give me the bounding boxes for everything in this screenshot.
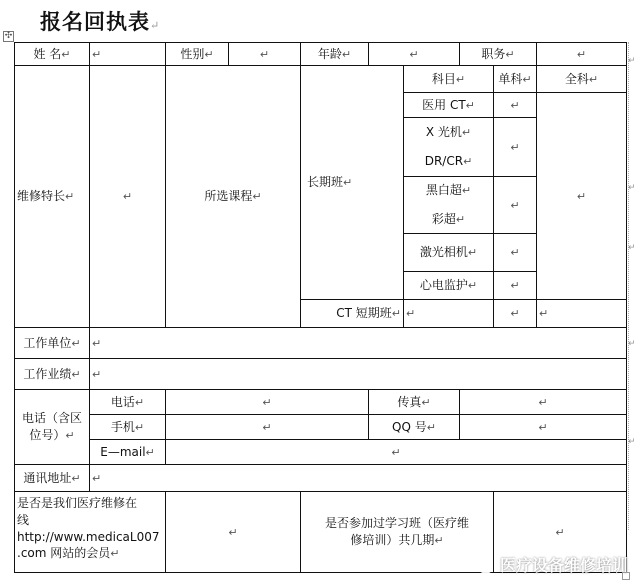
courses-label: 所选课程↵ bbox=[166, 66, 301, 328]
position-input[interactable]: ↵ bbox=[537, 43, 627, 66]
course-ecg-monitor: 心电监护↵ bbox=[404, 272, 494, 300]
address-label: 通讯地址↵ bbox=[15, 465, 90, 492]
course-ct-single[interactable]: ↵ bbox=[494, 93, 537, 118]
email-input[interactable]: ↵ bbox=[166, 440, 627, 465]
training-question: 是否参加过学习班（医疗维 修培训）共几期↵ bbox=[301, 492, 494, 573]
gender-input[interactable]: ↵ bbox=[229, 43, 301, 66]
row-end-mark: ↵ bbox=[628, 56, 636, 66]
row-end-mark: ↵ bbox=[628, 339, 636, 349]
long-class-all-subjects[interactable]: ↵ bbox=[537, 93, 627, 300]
address-input[interactable]: ↵ bbox=[90, 465, 627, 492]
form-title: 报名回执表↵ bbox=[40, 9, 161, 34]
ct-short-class-label: CT 短期班↵ bbox=[301, 300, 404, 328]
course-ultrasound-single[interactable]: ↵ bbox=[494, 177, 537, 234]
fax-label: 传真↵ bbox=[369, 390, 460, 415]
mobile-label: 手机↵ bbox=[90, 415, 166, 440]
table-resize-handle[interactable] bbox=[622, 572, 630, 580]
all-subjects-header: 全科↵ bbox=[537, 66, 627, 93]
gender-label: 性别↵ bbox=[166, 43, 229, 66]
right-boundary-line bbox=[628, 42, 629, 530]
long-class-label: 长期班↵ bbox=[301, 66, 404, 300]
specialty-input[interactable]: ↵ bbox=[90, 66, 166, 328]
phone-group-label: 电话（含区 位号）↵ bbox=[15, 390, 90, 465]
performance-label: 工作业绩↵ bbox=[15, 359, 90, 390]
email-label: E—mail↵ bbox=[90, 440, 166, 465]
training-answer[interactable]: ↵ bbox=[494, 492, 627, 573]
work-unit-label: 工作单位↵ bbox=[15, 328, 90, 359]
age-input[interactable]: ↵ bbox=[369, 43, 460, 66]
course-ecg-single[interactable]: ↵ bbox=[494, 272, 537, 300]
registration-form-table bbox=[14, 42, 627, 573]
course-xray: X 光机↵ DR/CR↵ bbox=[404, 118, 494, 177]
member-answer[interactable]: ↵ bbox=[166, 492, 301, 573]
qq-input[interactable]: ↵ bbox=[460, 415, 627, 440]
row-end-mark: ↵ bbox=[628, 437, 636, 447]
course-laser-camera: 激光相机↵ bbox=[404, 234, 494, 272]
course-ultrasound: 黑白超↵ 彩超↵ bbox=[404, 177, 494, 234]
ct-short-subject[interactable]: ↵ bbox=[404, 300, 494, 328]
row-end-mark: ↵ bbox=[628, 183, 636, 193]
wechat-icon bbox=[472, 554, 494, 576]
fax-input[interactable]: ↵ bbox=[460, 390, 627, 415]
phone-label: 电话↵ bbox=[90, 390, 166, 415]
wechat-watermark bbox=[472, 553, 628, 576]
row-end-mark: ↵ bbox=[628, 243, 636, 253]
phone-input[interactable]: ↵ bbox=[166, 390, 369, 415]
position-label: 职务↵ bbox=[460, 43, 537, 66]
single-subject-header: 单科↵ bbox=[494, 66, 537, 93]
work-unit-input[interactable]: ↵ bbox=[90, 328, 627, 359]
mobile-input[interactable]: ↵ bbox=[166, 415, 369, 440]
performance-input[interactable]: ↵ bbox=[90, 359, 627, 390]
name-input[interactable]: ↵ bbox=[90, 43, 166, 66]
qq-label: QQ 号↵ bbox=[369, 415, 460, 440]
ct-short-single[interactable]: ↵ bbox=[494, 300, 537, 328]
watermark-text: 医疗设备维修培训 bbox=[499, 556, 628, 575]
name-label: 姓 名↵ bbox=[15, 43, 90, 66]
course-laser-single[interactable]: ↵ bbox=[494, 234, 537, 272]
specialty-label: 维修特长↵ bbox=[15, 66, 90, 328]
table-anchor-icon[interactable]: ✣ bbox=[4, 31, 13, 41]
age-label: 年龄↵ bbox=[301, 43, 369, 66]
course-xray-single[interactable]: ↵ bbox=[494, 118, 537, 177]
member-question: 是否是我们医疗维修在 线 http://www.medicaL007 .com 网站的会员↵ bbox=[15, 492, 166, 573]
ct-short-all[interactable]: ↵ bbox=[537, 300, 627, 328]
subject-header: 科目↵ bbox=[404, 66, 494, 93]
course-ct: 医用 CT↵ bbox=[404, 93, 494, 118]
